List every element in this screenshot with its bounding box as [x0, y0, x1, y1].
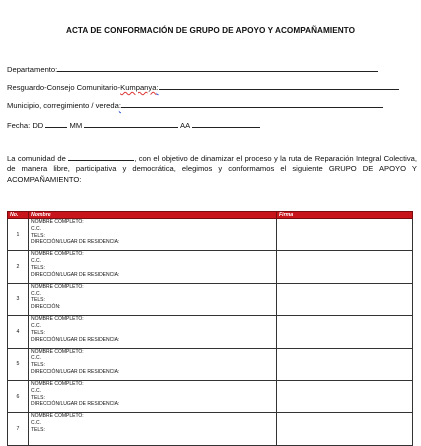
table-row	[8, 348, 413, 380]
municipio-label: Municipio, corregimiento / vereda	[7, 101, 119, 110]
member-info-line: TELS:	[31, 329, 45, 336]
row-number: 7	[8, 413, 29, 445]
row-number: 2	[8, 251, 29, 283]
departamento-label: Departamento:	[7, 65, 58, 74]
member-info-line: DIRECCIÓN/LUGAR DE RESIDENCIA:	[31, 368, 120, 375]
member-info-line: C.C.	[31, 258, 41, 265]
member-info-line: C.C.	[31, 387, 41, 394]
member-info-line: NOMBRE COMPLETO:	[31, 251, 84, 258]
signature-cell[interactable]	[277, 316, 413, 348]
member-info-line: NOMBRE COMPLETO:	[31, 316, 84, 323]
member-info-line: TELS:	[31, 264, 45, 271]
member-info-line: DIRECCIÓN/LUGAR DE RESIDENCIA:	[31, 239, 120, 246]
departamento-line[interactable]	[57, 64, 378, 72]
table-row	[8, 251, 413, 283]
member-info-line: TELS:	[31, 297, 45, 304]
fecha-dd-line[interactable]	[45, 120, 67, 128]
signature-cell[interactable]	[277, 219, 413, 251]
member-info-line: NOMBRE COMPLETO:	[31, 413, 84, 420]
member-info-cell[interactable]	[29, 348, 277, 380]
signature-cell[interactable]	[277, 251, 413, 283]
member-info-line: TELS:	[31, 394, 45, 401]
members-table	[7, 211, 413, 446]
member-info-line: NOMBRE COMPLETO:	[31, 283, 84, 290]
member-info-line: C.C.	[31, 355, 41, 362]
resguardo-label-suffix: :	[156, 83, 159, 92]
table-row	[8, 413, 413, 445]
member-info-line: NOMBRE COMPLETO:	[31, 380, 84, 387]
table-row	[8, 316, 413, 348]
resguardo-label-word: Kumpanya	[120, 83, 157, 92]
departamento-field	[7, 64, 378, 74]
member-info-cell[interactable]	[29, 316, 277, 348]
paragraph-start: La comunidad de	[7, 154, 66, 163]
member-info-line: NOMBRE COMPLETO:	[31, 348, 84, 355]
member-info-line: NOMBRE COMPLETO:	[31, 219, 84, 225]
member-info-cell[interactable]	[29, 283, 277, 315]
member-info-cell[interactable]	[29, 380, 277, 412]
member-info-line: C.C.	[31, 420, 41, 427]
table-row	[8, 283, 413, 315]
member-info-line: C.C.	[31, 322, 41, 329]
fecha-aa-line[interactable]	[192, 120, 260, 128]
comunidad-line[interactable]	[68, 154, 134, 161]
resguardo-line[interactable]	[159, 82, 399, 90]
fecha-mm-line[interactable]	[84, 120, 178, 128]
document-title: ACTA DE CONFORMACIÓN DE GRUPO DE APOYO Y ACOMPAÑAMIENTO	[65, 26, 356, 35]
member-info-cell[interactable]	[29, 413, 277, 445]
member-info-line: C.C.	[31, 290, 41, 297]
member-info-line: TELS:	[31, 232, 45, 239]
table-row	[8, 380, 413, 412]
municipio-label-suffix: :	[118, 101, 121, 110]
resguardo-label-prefix: Resguardo-Consejo Comunitario-	[7, 83, 121, 92]
municipio-line[interactable]	[118, 100, 383, 110]
fecha-dd-label: Fecha: DD	[7, 121, 44, 130]
row-number: 3	[8, 283, 29, 315]
header-no: No.	[8, 212, 29, 219]
row-number: 5	[8, 348, 29, 380]
member-info-cell[interactable]	[29, 219, 277, 251]
signature-cell[interactable]	[277, 380, 413, 412]
member-info-line: TELS:	[31, 362, 45, 369]
fecha-field	[7, 120, 260, 130]
paragraph-rest: , con el objetivo de dinamizar el proceso y la ruta de Reparación Integral Colectiva, de manera libre, participativa y democrática, elegimos y conformamos el siguiente GRUPO DE APOYO Y ACOMPAÑAMIENTO:	[7, 154, 417, 184]
row-number: 4	[8, 316, 29, 348]
fecha-aa-label: AA	[180, 121, 190, 130]
signature-cell[interactable]	[277, 348, 413, 380]
member-info-line: DIRECCIÓN/LUGAR DE RESIDENCIA:	[31, 336, 120, 343]
row-number: 6	[8, 380, 29, 412]
member-info-line: DIRECCIÓN:	[31, 304, 61, 311]
table-header-row	[8, 212, 413, 219]
municipio-field	[7, 100, 383, 110]
member-info-line: DIRECCIÓN/LUGAR DE RESIDENCIA:	[31, 401, 120, 408]
member-info-line: DIRECCIÓN/LUGAR DE RESIDENCIA:	[31, 271, 120, 278]
fecha-mm-label: MM	[69, 121, 83, 130]
member-info-cell[interactable]	[29, 251, 277, 283]
intro-paragraph	[7, 154, 417, 185]
signature-cell[interactable]	[277, 413, 413, 445]
member-info-line: TELS:	[31, 426, 45, 433]
member-info-line: C.C.	[31, 225, 41, 232]
header-firma: Firma	[277, 212, 413, 219]
resguardo-field	[7, 82, 399, 92]
row-number: 1	[8, 219, 29, 251]
header-nombre: Nombre	[29, 212, 277, 219]
signature-cell[interactable]	[277, 283, 413, 315]
table-row	[8, 219, 413, 251]
